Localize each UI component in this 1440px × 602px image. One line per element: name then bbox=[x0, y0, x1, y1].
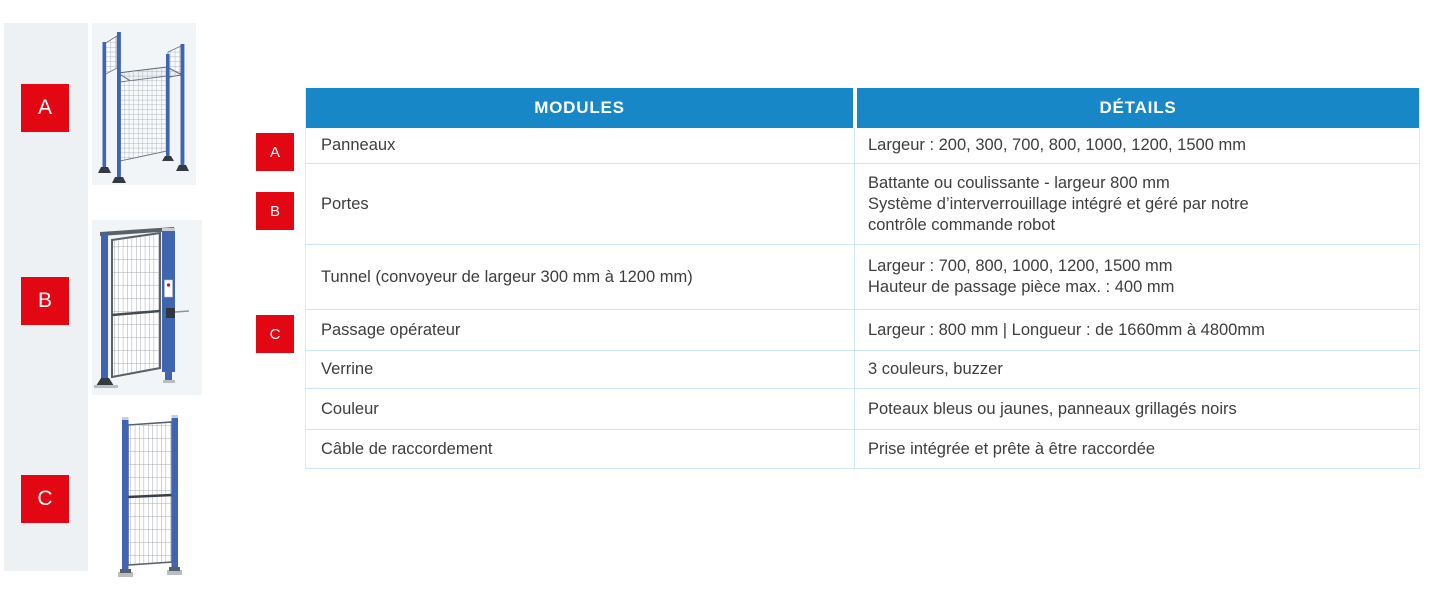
figure-label-c: C bbox=[21, 475, 69, 523]
table-row bbox=[306, 351, 1419, 389]
details-cell bbox=[854, 430, 1419, 468]
header-details: DÉTAILS bbox=[857, 88, 1419, 128]
detail-line: Largeur : 200, 300, 700, 800, 1000, 1200, 1500 mm bbox=[868, 136, 1246, 154]
details-cell bbox=[854, 128, 1419, 163]
table-row bbox=[306, 389, 1419, 430]
detail-line: Prise intégrée et prête à être raccordée bbox=[868, 439, 1156, 458]
table-row bbox=[306, 245, 1419, 310]
table-header-row bbox=[306, 88, 1419, 128]
row-marker-b: B bbox=[256, 192, 294, 230]
details-cell bbox=[854, 310, 1419, 350]
figure-label-a: A bbox=[21, 84, 69, 132]
figure-label-b: B bbox=[21, 277, 69, 325]
table-row bbox=[306, 164, 1419, 245]
module-cell: Tunnel (convoyeur de largeur 300 mm à 1200 mm) bbox=[321, 267, 693, 286]
detail-line: contrôle commande robot bbox=[868, 215, 1056, 234]
detail-line: Poteaux bleus ou jaunes, panneaux grillagés noirs bbox=[868, 399, 1237, 418]
header-modules: MODULES bbox=[306, 88, 853, 128]
details-cell bbox=[854, 389, 1419, 429]
module-cell: Verrine bbox=[321, 360, 374, 378]
table-row bbox=[306, 430, 1419, 469]
row-marker-c: C bbox=[256, 315, 294, 353]
table-row bbox=[306, 128, 1419, 164]
row-marker-a: A bbox=[256, 133, 294, 171]
mesh-enclosure-module-image bbox=[92, 23, 196, 185]
detail-line: Largeur : 700, 800, 1000, 1200, 1500 mm bbox=[868, 257, 1173, 275]
details-cell bbox=[854, 245, 1419, 309]
modules-table bbox=[305, 88, 1420, 469]
module-cell: Couleur bbox=[321, 399, 379, 418]
module-cell: Passage opérateur bbox=[321, 320, 461, 339]
module-cell: Panneaux bbox=[321, 136, 396, 154]
detail-line: 3 couleurs, buzzer bbox=[868, 360, 1003, 378]
detail-line: Système d’interverrouillage intégré et géré par notre bbox=[868, 194, 1249, 213]
detail-line: Largeur : 800 mm | Longueur : de 1660mm à 4800mm bbox=[868, 320, 1265, 339]
table-body bbox=[306, 128, 1419, 469]
module-cell: Portes bbox=[321, 194, 369, 213]
table-row bbox=[306, 310, 1419, 351]
mesh-panel-module-image bbox=[104, 412, 196, 590]
detail-line: Hauteur de passage pièce max. : 400 mm bbox=[868, 278, 1175, 296]
details-cell bbox=[854, 351, 1419, 388]
details-cell bbox=[854, 164, 1419, 244]
interlock-door-module-image bbox=[92, 220, 202, 395]
module-cell: Câble de raccordement bbox=[321, 439, 493, 458]
detail-line: Battante ou coulissante - largeur 800 mm bbox=[868, 173, 1170, 192]
